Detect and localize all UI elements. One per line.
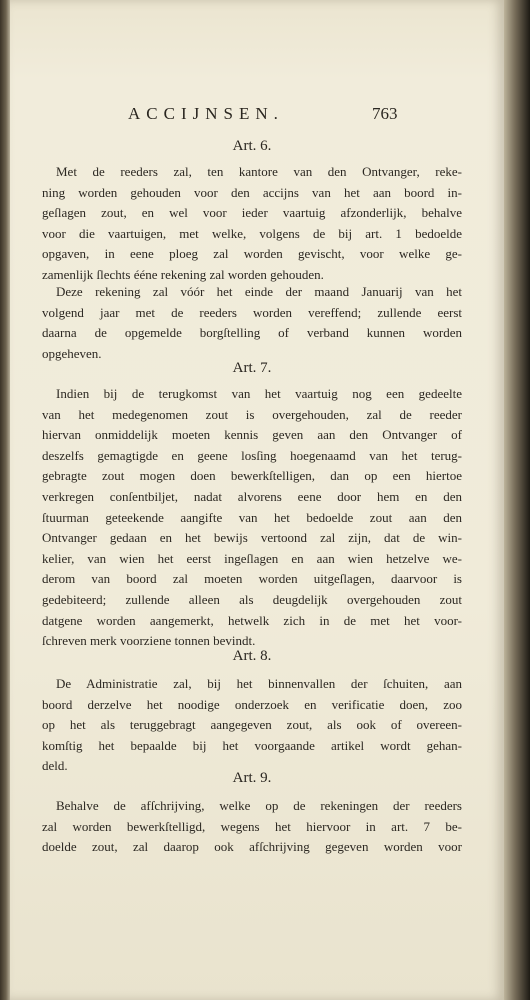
text-line: op het als teruggebragt aangegeven zout, als ook of overeen-	[42, 717, 462, 733]
article-9-heading: Art. 9.	[232, 770, 272, 786]
article-8-paragraph-1	[42, 674, 462, 777]
article-7-paragraph-1	[42, 384, 462, 652]
text-line: opgaven, in eene ploeg zal worden gevischt, voor welke ge-	[42, 246, 462, 262]
text-line: geſlagen zout, en wel voor ieder vaartuig afzonderlijk, behalve	[42, 205, 462, 221]
text-line: ſtuurman geteekende aangifte van het bedoelde zout aan den	[42, 509, 462, 525]
running-title: ACCIJNSEN.	[128, 104, 284, 123]
text-line: Ontvanger gedaan en het bewijs vertoond zal zijn, dat de win-	[42, 530, 462, 546]
text-line: Deze rekening zal vóór het einde der maand Januarij van het	[56, 284, 462, 299]
book-edge	[504, 0, 530, 1000]
text-line: De Administratie zal, bij het binnenvallen der ſchuiten, aan	[56, 676, 462, 691]
text-line: gedebiteerd; zullende alleen als deugdelijk overgehouden zout	[42, 591, 462, 607]
article-8-heading: Art. 8.	[232, 648, 272, 664]
text-line: boord derzelve het noodige onderzoek en verificatie doen, zoo	[42, 696, 462, 712]
text-line: volgend jaar met de reeders worden vereffend; zullende eerst	[42, 304, 462, 320]
text-line: voor die vaartuigen, met welke, volgens de bij art. 1 bedoelde	[42, 225, 462, 241]
text-line: derom van boord zal moeten worden uitgeſlagen, daarvoor is	[42, 571, 462, 587]
text-line: kelier, van wien het eerst ingeſlagen en aan wien hetzelve we-	[42, 550, 462, 566]
text-line: hiervan onmiddelijk moeten kennis geven aan den Ontvanger of	[42, 427, 462, 443]
text-line: verkregen conſentbiljet, nadat alvorens eene door hem en den	[42, 488, 462, 504]
text-line: opgeheven.	[42, 345, 102, 361]
text-line: zal worden bewerkſtelligd, wegens het hiervoor in art. 7 be-	[42, 818, 462, 834]
page-header	[120, 100, 520, 130]
text-line: datgene worden aangemerkt, hetwelk zich in de met het voor-	[42, 612, 462, 628]
text-line: Behalve de afſchrijving, welke op de rekeningen der reeders	[56, 798, 462, 813]
text-line: ſchreven merk voorziene tonnen bevindt.	[42, 633, 256, 649]
text-line: doelde zout, zal daarop ook afſchrijving gegeven worden voor	[42, 839, 462, 855]
text-line: deszelfs gemagtigde en geene losſing hoegenaamd van het terug-	[42, 447, 462, 463]
text-line: komſtig het bepaalde bij het voorgaande artikel wordt gehan-	[42, 737, 462, 753]
text-line: van het medegenomen zout is overgehouden, zal de reeder	[42, 406, 462, 422]
article-9-paragraph-1	[42, 796, 462, 858]
text-line: ning worden gehouden voor den accijns van het aan boord in-	[42, 184, 462, 200]
page-number: 763	[372, 104, 398, 123]
text-line: Indien bij de terugkomst van het vaartuig nog een gedeelte	[56, 386, 462, 401]
text-line: deld.	[42, 758, 68, 774]
article-6-paragraph-2	[42, 282, 462, 364]
text-line: zamenlijk ſlechts ééne rekening zal worden gehouden.	[42, 266, 324, 282]
text-line: Met de reeders zal, ten kantore van den Ontvanger, reke-	[56, 164, 462, 179]
article-6-paragraph-1	[42, 162, 462, 286]
article-7-heading: Art. 7.	[232, 360, 272, 376]
article-6-heading: Art. 6.	[232, 138, 272, 154]
text-line: daarna de opgemelde borgſtelling of verband kunnen worden	[42, 325, 462, 341]
text-line: gebragte zout mogen doen bewerkſtelligen, dan op een hiertoe	[42, 468, 462, 484]
